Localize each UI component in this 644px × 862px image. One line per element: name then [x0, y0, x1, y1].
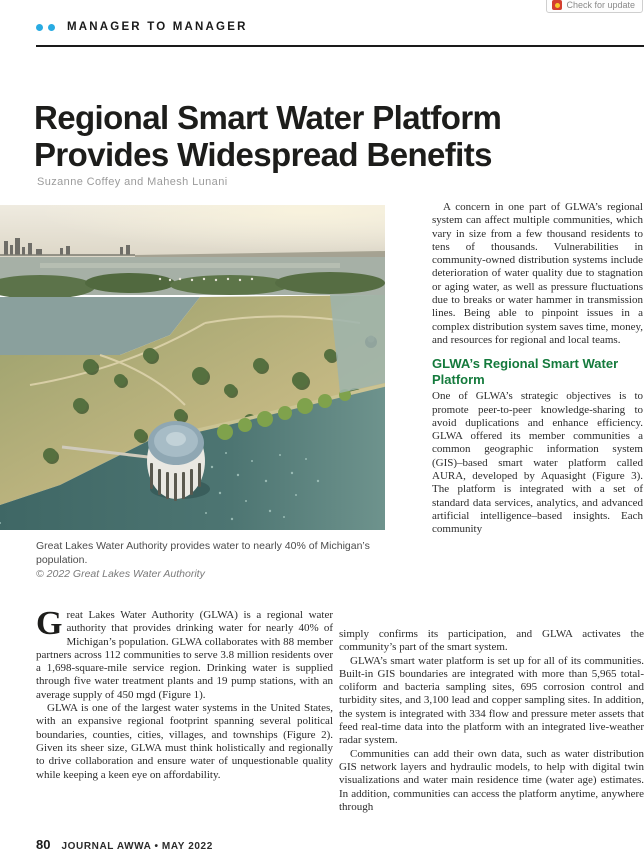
header-rule	[36, 45, 644, 47]
paragraph: simply confirms its participation, and GLWA activates the community’s part of the smart system.	[339, 628, 644, 654]
paragraph: A concern in one part of GLWA’s regional system can affect multiple communities, which vary in size from a few thousand residents to tens of thousands. Vulnerabilities in community-owned distribution systems include deterioration of water quality due to stagnation or aging water, as well as pressure fluctuations due to breaks or water hammer in transmission lines. Being able to pinpoint issues in a complex distribution system saves time, money, and resources for regional and local teams.	[432, 201, 644, 346]
column-left	[36, 605, 333, 782]
photo-credit: © 2022 Great Lakes Water Authority	[36, 568, 205, 580]
journal-name: JOURNAL AWWA • MAY 2022	[61, 841, 213, 852]
paragraph: GLWA’s smart water platform is set up for all of its communities. Built-in GIS boundaries are integrated with more than 5,965 total-coliform and bacteria sampling sites, 695 corrosion control and turbidity sites, and 3,100 lead and copper sampling sites. In addition, the system is integrated with 334 flow and pressure meter assets that feed real-time data into the platform with an integrated live-weather radar system.	[339, 654, 644, 747]
photo-caption: Great Lakes Water Authority provides water to nearly 40% of Michigan’s population.	[36, 540, 370, 566]
column-right	[432, 201, 643, 537]
section-subhead: GLWA’s Regional Smart Water Platform	[432, 356, 619, 387]
drop-cap: G	[36, 605, 63, 642]
check-for-updates-badge[interactable]	[546, 0, 643, 13]
kicker-dot-icon	[36, 24, 43, 31]
article-title-line1: Regional Smart Water Platform	[34, 99, 502, 136]
kicker-dot-icon	[48, 24, 55, 31]
page-number: 80	[36, 837, 51, 852]
intro-text: reat Lakes Water Authority (GLWA) is a regional water authority that provides drinking water for nearly 40% of Michigan’s population. GLWA collaborates with 88 member partners across 112 communities to serve 3.8 million residents over a 1,698-square-mile service region. Drinking water is supplied through five water treatment plants and 19 pump stations, with an average supply of 450 mgd (Figure 1).	[36, 609, 333, 701]
crossmark-icon	[552, 0, 562, 10]
article-photo	[0, 205, 385, 530]
paragraph: Communities can add their own data, such as water distribution GIS network layers and hydraulic models, to help with digital twin visualizations and water main residence time (water age) estimates. In addition, communities can access the platform anytime, anywhere through	[339, 747, 644, 813]
photo-caption-block	[36, 539, 418, 582]
page-footer	[36, 837, 213, 852]
paragraph: GLWA is one of the largest water systems in the United States, with an expansive regional footprint spanning several political boundaries, counties, cities, villages, and townships (Figure 2). Given its sheer size, GLWA must think holistically and regionally to drive collaboration and ensure water of unquestionable quality while keeping a keen eye on affordability.	[36, 702, 333, 781]
article-title-line2: Provides Widespread Benefits	[34, 136, 492, 173]
byline: Suzanne Coffey and Mahesh Lunani	[37, 176, 228, 188]
article-title	[34, 99, 624, 173]
section-kicker-label: MANAGER TO MANAGER	[67, 21, 248, 33]
section-kicker	[36, 21, 248, 33]
paragraph: One of GLWA’s strategic objectives is to promote peer-to-peer knowledge-sharing to avoid duplications and enhance efficiency. GLWA offered its member communities a common geographic information system (GIS)–based smart water platform called AURA, developed by Aquasight (Figure 3). The platform is integrated with a set of standard data services, analytics, and advanced artificial intelligence–based insights. Each community	[432, 390, 643, 536]
check-for-updates-label: Check for update	[566, 0, 635, 10]
intro-paragraph	[36, 605, 333, 702]
column-continuation	[339, 628, 644, 814]
photo-intake-structure	[147, 421, 210, 501]
